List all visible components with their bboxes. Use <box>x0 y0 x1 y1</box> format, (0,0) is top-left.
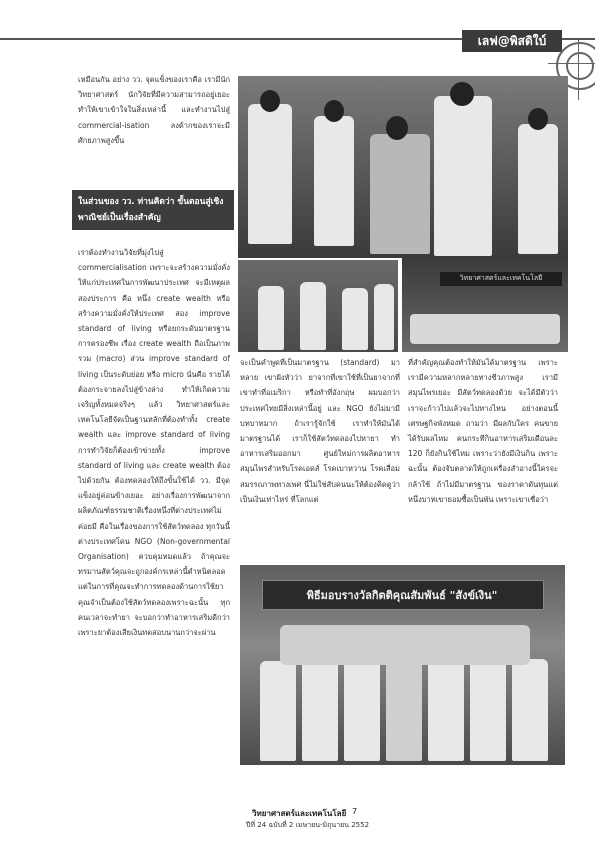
person-head <box>450 82 474 106</box>
ceremony-photo-top <box>238 76 568 258</box>
person-figure <box>434 96 492 256</box>
group-rows <box>410 314 560 344</box>
right-text-column: ที่สำคัญคุณต้องทำให้มันได้มาตรฐาน เพราะเรามีความหลากหลายทางชีวภาพสูง เรามีสมุนไพรเยอะ มีสัตว์ทดลองด้วย จะได้มีตัวว่าเราจะก้าวไปแล้วจะไปทางไหน อย่างตอนนี้ เศรษฐกิจพังหมด ถามว่า มีผลกับใคร คนขายได้รับผลไหม คนกระทีกินอาหารเสริมเดือนละ 120 ก็ยังกินใช้ไหม เพราะว่ายังมีเงินกิน เพราะฉะนั้น ต้องจับตลาดให้ถูกเครื่องสำอางนี้ใครจะกล้าใช้ ถ้าไม่มีมาตรฐาน ของราคาดันทุนแต่หนึ่งบาทเขายอมซื้อเป็นพัน เพราะเขาเชื่อว่า <box>408 358 558 504</box>
person-head <box>260 90 280 112</box>
person-figure <box>344 655 380 761</box>
footer-publication: วิทยาศาสตร์และเทคโนโลยี <box>252 809 347 818</box>
person-head <box>324 100 344 122</box>
award-banner-text: พิธีมอบรางวัลกิตติคุณสัมพันธ์ "สังข์เงิน" <box>306 589 498 602</box>
intro-paragraph: เหมือนกัน อย่าง วว. จุดแข็งของเราคือ เรามีนักวิทยาศาสตร์ นักวิจัยที่มีความสามารถอยู่เยอะ ทำให้เขาเข้าใจในสิ่งเหล่านี้ และทำงานไปสู่ commercial-isation ลงด้ากของเราจะมีศักยภาพสูงขึ้น <box>78 75 230 145</box>
person-figure <box>302 657 338 761</box>
person-figure <box>374 284 394 350</box>
person-figure <box>428 655 464 761</box>
crosshair-inner-circle-icon <box>566 52 594 80</box>
person-figure <box>258 286 284 350</box>
person-figure <box>300 282 326 350</box>
person-figure <box>260 661 296 761</box>
crosshair-vertical-line <box>578 40 579 100</box>
person-figure <box>518 124 558 254</box>
person-figure <box>370 134 430 254</box>
stage-banner-text: วิทยาศาสตร์และเทคโนโลยี <box>459 274 543 282</box>
middle-text-column: จะเป็นคำพูดที่เป็นมาตรฐาน (standard) มาหลาย เขาฝังหัวว่า ยาจากที่เขาใช้ที่เป็นยาจากที่เขาทำที่อเมริกา หรือทำที่อังกฤษ ผมบอกว่า ประเทศไทยมีสิ่งเหล่านี้อยู่ และ NGO ยังไม่มามีบทบาทมาก ถ้าเรารู้จักใช้ เราทำให้มันได้มาตรฐานได้ เราก็ใช้สัตว์ทดลองไปหายา ทำอาหารเสริมออกมา ศูนย์ใหม่การผลิตอาหารสมุนไพรสำหรับโรคเอดส์ โรคเบาหวาน โรคเสื่อมสมรรถภาพทางเพศ นี่ไม่ใช่สับคนนะให้ต้องคิดดูว่าเป็นเงินเท่าไหร่ ที่โลกแต่ <box>240 358 400 504</box>
main-text-column: เราต้องทำงานวิจัยที่มุ่งไปสู่ commercialisation เพราะจะสร้างความมั่งคั่งให้แก่ประเทศในการพัฒนาประเทศ จะมีเหตุผลสองประการ คือ หนึ่ง create wealth หรือสร้างความมั่งคั่งให้ประเทศ สอง improve standard of living หรือยกระดับมาตรฐานการครองชีพ เรื่อง create wealth ถือเป็นภาพรวม (macro) ส่วน improve standard of living เป็นระดับย่อย หรือ micro นั่นคือ รายได้ต้องกระจายลงไปสู่ข้างล่าง ทำให้เกิดความเจริญทั้งหมดจริงๆ แล้ว วิทยาศาสตร์และเทคโนโลยีจัดเป็นฐานหลักที่ต้องทำทั้ง create wealth และ improve standard of living การทำวิจัยก็ต้องเข้าข่ายทั้ง improve standard of living และ create wealth ต้องไปด้วยกัน ต้องทดลองให้ถึงขั้นใช้ได้ วว. มีจุดแข็งอยู่ค่อนข้างเยอะ อย่างเรื่องการพัฒนาจากผลิตภัณฑ์ธรรมชาติเรื่องหนึ่งที่ต่างประเทศไม่ค่อยมี คือในเรื่องของการใช้สัตว์ทดลอง ทุกวันนี้ ต่างประเทศโดน NGO (Non-governmental Organisation) ควบคุมหมดแล้ว ถ้าคุณจะทรมานสัตว์คุณจะถูกองค์กรเหล่านี้ตำหนิตลอด แต่ในการที่คุณจะทำการทดลองด้านการใช้ยา คุณจำเป็นต้องใช้สัตว์ทดลองเพราะฉะนั้น ทุกคนเวลาจะทำยา จะบอกว่าทำอาหารเสริมดีกว่า เพราะยาต้องเสียเงินทดสอบนานกว่าจะผ่าน <box>78 248 230 638</box>
person-figure <box>314 116 354 246</box>
back-row-group <box>280 625 530 665</box>
ceremony-photo-middle-left <box>238 260 398 352</box>
person-figure <box>512 659 548 761</box>
person-figure <box>386 653 422 761</box>
subheading: ในส่วนของ วว. ท่านคิดว่า ขั้นตอนสู่เชิงพาณิชย์เป็นเรื่องสำคัญ <box>78 197 224 223</box>
person-head <box>386 116 408 140</box>
person-figure <box>342 288 368 350</box>
person-figure <box>248 104 292 244</box>
section-tab: เลฟ@พิสดิใบ์ <box>462 30 562 52</box>
crosshair-horizontal-line <box>548 63 595 64</box>
person-head <box>528 108 548 130</box>
page-number: 7 <box>352 807 358 816</box>
footer-issue: ปีที่ 24 ฉบับที่ 2 เมษายน-มิถุนายน 2552 <box>246 821 370 829</box>
person-figure <box>470 657 506 761</box>
